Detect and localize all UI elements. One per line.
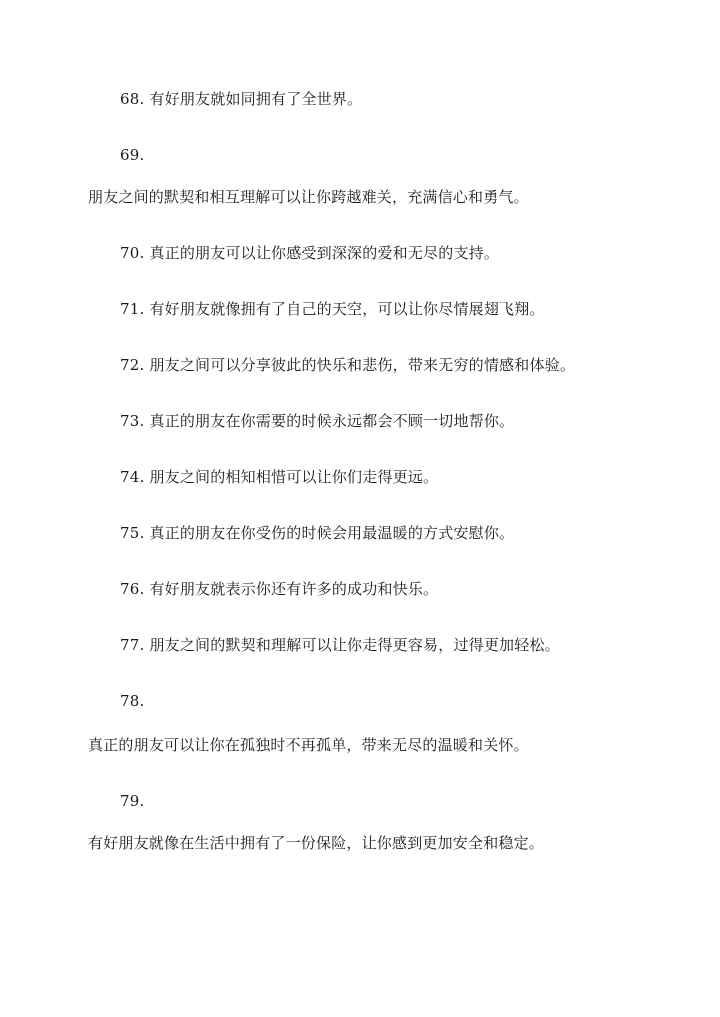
list-item-79-text [88, 833, 544, 853]
list-item-72 [120, 355, 575, 375]
item-text: 有好朋友就像拥有了自己的天空，可以让你尽情展翅飞翔。 [149, 300, 545, 318]
item-number: 71. [120, 300, 145, 318]
list-item-78-number [120, 691, 144, 711]
item-number: 72. [120, 356, 145, 374]
item-number: 78. [120, 692, 145, 710]
item-number: 77. [120, 636, 145, 654]
list-item-71 [120, 299, 545, 319]
list-item-69-number [120, 145, 144, 165]
item-text: 有好朋友就表示你还有许多的成功和快乐。 [149, 580, 439, 598]
item-number: 79. [120, 792, 145, 810]
item-number: 69. [120, 146, 145, 164]
item-text: 朋友之间的默契和相互理解可以让你跨越难关，充满信心和勇气。 [88, 188, 529, 206]
item-text: 有好朋友就如同拥有了全世界。 [149, 90, 363, 108]
list-item-74 [120, 467, 438, 487]
item-text: 朋友之间的相知相惜可以让你们走得更远。 [149, 468, 439, 486]
item-number: 74. [120, 468, 145, 486]
list-item-76 [120, 579, 438, 599]
list-item-68 [120, 89, 362, 109]
item-text: 有好朋友就像在生活中拥有了一份保险，让你感到更加安全和稳定。 [88, 834, 545, 852]
item-number: 73. [120, 412, 145, 430]
list-item-77 [120, 635, 560, 655]
item-text: 真正的朋友在你受伤的时候会用最温暖的方式安慰你。 [149, 524, 515, 542]
list-item-70 [120, 243, 499, 263]
item-number: 68. [120, 90, 145, 108]
list-item-73 [120, 411, 514, 431]
item-text: 真正的朋友在你需要的时候永远都会不顾一切地帮你。 [149, 412, 515, 430]
list-item-75 [120, 523, 514, 543]
list-item-79-number [120, 791, 144, 811]
list-item-78-text [88, 735, 529, 755]
item-text: 朋友之间可以分享彼此的快乐和悲伤，带来无穷的情感和体验。 [149, 356, 576, 374]
item-text: 真正的朋友可以让你在孤独时不再孤单，带来无尽的温暖和关怀。 [88, 736, 529, 754]
item-number: 70. [120, 244, 145, 262]
item-text: 真正的朋友可以让你感受到深深的爱和无尽的支持。 [149, 244, 500, 262]
item-number: 76. [120, 580, 145, 598]
list-item-69-text [88, 187, 529, 207]
item-text: 朋友之间的默契和理解可以让你走得更容易，过得更加轻松。 [149, 636, 560, 654]
item-number: 75. [120, 524, 145, 542]
